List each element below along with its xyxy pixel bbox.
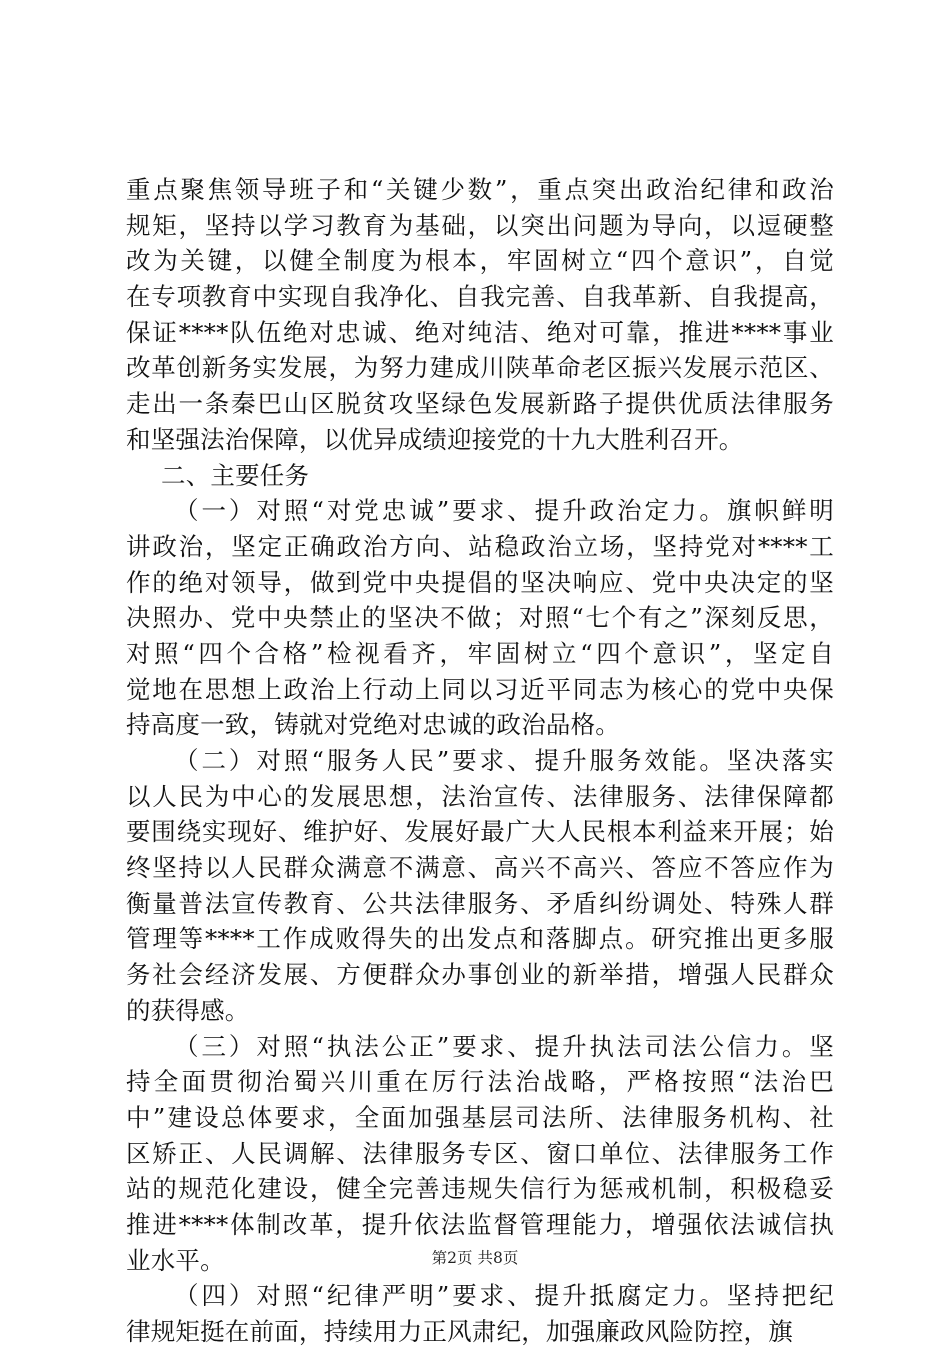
text-line: （二）对照“服务人民”要求、提升服务效能。坚决落实 (174, 746, 834, 775)
text-line: 重点聚焦领导班子和“关键少数”，重点突出政治纪律和政治 (126, 175, 834, 204)
text-line: 业水平。 (126, 1245, 225, 1275)
text-line: 站的规范化建设，健全完善违规失信行为惩戒机制，积极稳妥 (126, 1174, 834, 1204)
text-line: 务社会经济发展、方便群众办事创业的新举措，增强人民群众 (126, 960, 834, 990)
document-body (126, 172, 834, 1350)
text-line: 律规矩挺在前面，持续用力正风肃纪，加强廉政风险防控，旗 (126, 1317, 793, 1346)
text-line: 在专项教育中实现自我净化、自我完善、自我革新、自我提高， (126, 282, 834, 312)
text-line: 二、主要任务 (161, 460, 310, 490)
text-line: 决照办、党中央禁止的坚决不做；对照“七个有之”深刻反思， (126, 603, 834, 633)
text-line: （四）对照“纪律严明”要求、提升抵腐定力。坚持把纪 (174, 1281, 834, 1311)
paragraph (126, 1029, 834, 1279)
text-line: 作的绝对领导，做到党中央提倡的坚决响应、党中央决定的坚 (126, 567, 834, 597)
text-line: 以人民为中心的发展思想，法治宣传、法律服务、法律保障都 (126, 781, 834, 811)
text-line: 中”建设总体要求，全面加强基层司法所、法律服务机构、社 (126, 1102, 834, 1132)
paragraph (126, 493, 834, 743)
text-line: （三）对照“执法公正”要求、提升执法司法公信力。坚 (174, 1031, 834, 1061)
text-line: 衡量普法宣传教育、公共法律服务、矛盾纠纷调处、特殊人群 (126, 888, 834, 918)
text-line: 规矩，坚持以学习教育为基础，以突出问题为导向，以逗硬整 (126, 210, 834, 240)
paragraph (126, 172, 834, 458)
text-line: 觉地在思想上政治上行动上同以习近平同志为核心的党中央保 (126, 674, 834, 704)
text-line: 管理等****工作成败得失的出发点和落脚点。研究推出更多服 (126, 924, 834, 954)
text-line: 和坚强法治保障，以优异成绩迎接党的十九大胜利召开。 (126, 424, 744, 454)
text-line: 保证****队伍绝对忠诚、绝对纯洁、绝对可靠，推进****事业 (126, 317, 834, 347)
page-footer: 第2页 共8页 (431, 1249, 519, 1267)
text-line: 持全面贯彻治蜀兴川重在厉行法治战略，严格按照“法治巴 (126, 1067, 834, 1097)
text-line: 对照“四个合格”检视看齐，牢固树立“四个意识”，坚定自 (126, 638, 834, 668)
section-heading (126, 458, 834, 494)
text-line: 走出一条秦巴山区脱贫攻坚绿色发展新路子提供优质法律服务 (126, 389, 834, 419)
text-line: 推进****体制改革，提升依法监督管理能力，增强依法诚信执 (126, 1209, 834, 1239)
paragraph (126, 1278, 834, 1349)
text-line: 的获得感。 (126, 995, 250, 1025)
text-line: （一）对照“对党忠诚”要求、提升政治定力。旗帜鲜明 (174, 496, 834, 526)
text-line: 讲政治，坚定正确政治方向、站稳政治立场，坚持党对****工 (126, 531, 834, 561)
text-line: 要围绕实现好、维护好、发展好最广大人民根本利益来开展；始 (126, 817, 834, 847)
text-line: 改为关键，以健全制度为根本，牢固树立“四个意识”，自觉 (126, 246, 834, 276)
paragraph (126, 743, 834, 1029)
text-line: 改革创新务实发展，为努力建成川陕革命老区振兴发展示范区、 (126, 353, 834, 383)
text-line: 区矫正、人民调解、法律服务专区、窗口单位、法律服务工作 (126, 1138, 834, 1168)
text-line: 持高度一致，铸就对党绝对忠诚的政治品格。 (126, 710, 620, 740)
text-line: 终坚持以人民群众满意不满意、高兴不高兴、答应不答应作为 (126, 853, 834, 883)
